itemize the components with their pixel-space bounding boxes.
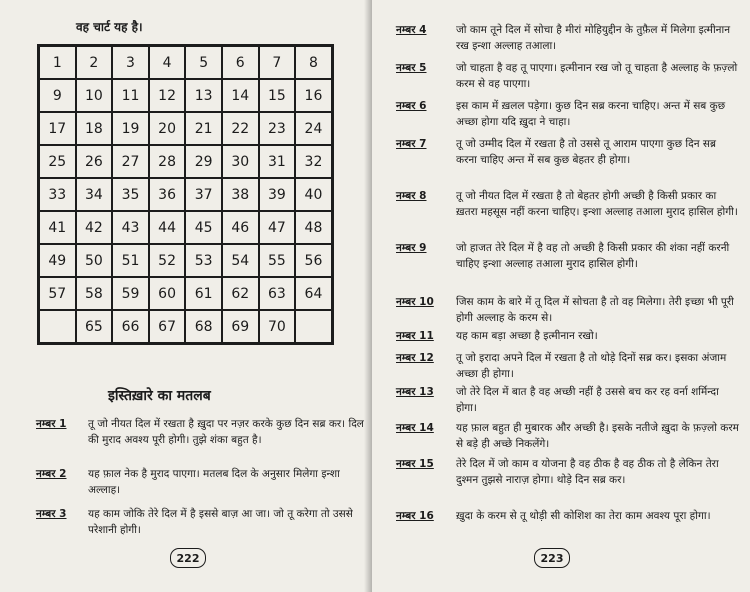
section-heading: इस्तिख़ारे का मतलब	[108, 388, 211, 404]
grid-cell: 15	[259, 79, 296, 112]
grid-cell: 24	[295, 112, 332, 145]
grid-cell: 4	[149, 46, 186, 79]
grid-cell: 40	[295, 178, 332, 211]
grid-cell: 48	[295, 211, 332, 244]
grid-cell: 2	[76, 46, 113, 79]
grid-cell: 18	[76, 112, 113, 145]
grid-cell: 41	[39, 211, 76, 244]
grid-cell: 69	[222, 310, 259, 343]
entry-label: नम्बर 9	[396, 242, 427, 254]
grid-cell: 12	[149, 79, 186, 112]
entry-label: नम्बर 15	[396, 458, 434, 470]
grid-cell: 7	[259, 46, 296, 79]
grid-cell: 66	[112, 310, 149, 343]
grid-cell: 49	[39, 244, 76, 277]
entry-text: जो काम तूने दिल में सोचा है मीरां मोहियुद्दीन के तुफ़ैल में मिलेगा इत्मीनान रख इन्शा अल्लाह तआला।	[456, 24, 731, 52]
entry-text: तू जो उम्मीद दिल में रखता है तो उससे तू आराम पाएगा कुछ दिन सब्र करना चाहिए अन्त में सब कुछ बेहतर ही होगा।	[456, 138, 716, 166]
grid-cell: 9	[39, 79, 76, 112]
entry-label: नम्बर 13	[396, 386, 434, 398]
grid-cell: 42	[76, 211, 113, 244]
grid-cell: 38	[222, 178, 259, 211]
grid-cell: 46	[222, 211, 259, 244]
entry-label: नम्बर 7	[396, 138, 427, 150]
grid-cell: 32	[295, 145, 332, 178]
right-page	[372, 0, 750, 592]
grid-cell: 67	[149, 310, 186, 343]
grid-cell: 43	[112, 211, 149, 244]
entry-text: ख़ुदा के करम से तू थोड़ी सी कोशिश का तेरा काम अवश्य पूरा होगा।	[456, 510, 711, 522]
entry-text: तू जो इरादा अपने दिल में रखता है तो थोड़े दिनों सब्र कर। इसका अंजाम अच्छा ही होगा।	[456, 352, 727, 380]
grid-cell: 25	[39, 145, 76, 178]
grid-cell: 17	[39, 112, 76, 145]
grid-cell: 60	[149, 277, 186, 310]
number-chart-grid	[37, 44, 334, 345]
grid-cell	[295, 310, 332, 343]
page-number: 223	[534, 548, 570, 568]
entry-text: यह काम बड़ा अच्छा है इत्मीनान रखो।	[456, 330, 598, 342]
grid-cell: 30	[222, 145, 259, 178]
grid-cell: 13	[185, 79, 222, 112]
grid-cell: 29	[185, 145, 222, 178]
grid-cell: 57	[39, 277, 76, 310]
entry-text: यह काम जोकि तेरे दिल में है इससे बाज़ आ जा। जो तू करेगा तो उससे परेशानी होगी।	[88, 508, 353, 536]
grid-cell: 62	[222, 277, 259, 310]
grid-cell: 37	[185, 178, 222, 211]
entry-label: नम्बर 1	[36, 418, 67, 430]
grid-cell: 8	[295, 46, 332, 79]
entry-text: यह फ़ाल बहुत ही मुबारक और अच्छी है। इसके नतीजे ख़ुदा के फ़ज़्लो करम से बड़े ही अच्छे निकलेंगे।	[456, 422, 739, 450]
grid-cell: 27	[112, 145, 149, 178]
grid-cell: 56	[295, 244, 332, 277]
chart-caption: वह चार्ट यह है।	[76, 20, 143, 34]
grid-cell: 5	[185, 46, 222, 79]
grid-cell: 61	[185, 277, 222, 310]
grid-cell: 50	[76, 244, 113, 277]
grid-cell	[39, 310, 76, 343]
grid-cell: 31	[259, 145, 296, 178]
grid-cell: 58	[76, 277, 113, 310]
grid-cell: 10	[76, 79, 113, 112]
grid-cell: 23	[259, 112, 296, 145]
grid-cell: 21	[185, 112, 222, 145]
entry-text: जिस काम के बारे में तू दिल में सोचता है तो वह मिलेगा। तेरी इच्छा भी पूरी होगी अल्लाह के करम से।	[456, 296, 734, 324]
grid-cell: 68	[185, 310, 222, 343]
grid-cell: 20	[149, 112, 186, 145]
grid-cell: 6	[222, 46, 259, 79]
entry-label: नम्बर 14	[396, 422, 434, 434]
entry-text: तू जो नीयत दिल में रखता है ख़ुदा पर नज़र करके कुछ दिन सब्र कर। दिल की मुराद अवश्य पूरी होगी। तुझे शंका बहुत है।	[88, 418, 364, 446]
grid-cell: 16	[295, 79, 332, 112]
entry-label: नम्बर 8	[396, 190, 427, 202]
entry-label: नम्बर 5	[396, 62, 427, 74]
grid-cell: 28	[149, 145, 186, 178]
grid-cell: 22	[222, 112, 259, 145]
grid-cell: 65	[76, 310, 113, 343]
grid-cell: 64	[295, 277, 332, 310]
entry-text: जो तेरे दिल में बात है वह अच्छी नहीं है उससे बच कर रह वर्ना शर्मिन्दा होगा।	[456, 386, 719, 414]
entry-label: नम्बर 4	[396, 24, 427, 36]
grid-cell: 45	[185, 211, 222, 244]
page-number: 222	[170, 548, 206, 568]
entry-label: नम्बर 16	[396, 510, 434, 522]
grid-cell: 1	[39, 46, 76, 79]
grid-cell: 36	[149, 178, 186, 211]
entry-label: नम्बर 12	[396, 352, 434, 364]
entry-text: जो हाजत तेरे दिल में है वह तो अच्छी है किसी प्रकार की शंका नहीं करनी चाहिए इन्शा अल्लाह तआला मुराद हासिल होगी।	[456, 242, 730, 270]
entry-label: नम्बर 11	[396, 330, 434, 342]
grid-cell: 33	[39, 178, 76, 211]
grid-cell: 26	[76, 145, 113, 178]
grid-cell: 47	[259, 211, 296, 244]
grid-cell: 3	[112, 46, 149, 79]
grid-cell: 53	[185, 244, 222, 277]
entry-text: यह फ़ाल नेक है मुराद पाएगा। मतलब दिल के अनुसार मिलेगा इन्शा अल्लाह।	[88, 468, 340, 496]
entry-label: नम्बर 10	[396, 296, 434, 308]
grid-cell: 39	[259, 178, 296, 211]
grid-cell: 14	[222, 79, 259, 112]
entry-text: इस काम में ख़लल पड़ेगा। कुछ दिन सब्र करना चाहिए। अन्त में सब कुछ अच्छा होगा यदि ख़ुदा ने चाहा।	[456, 100, 726, 128]
grid-cell: 19	[112, 112, 149, 145]
grid-cell: 52	[149, 244, 186, 277]
grid-cell: 35	[112, 178, 149, 211]
grid-cell: 55	[259, 244, 296, 277]
grid-cell: 70	[259, 310, 296, 343]
grid-cell: 54	[222, 244, 259, 277]
entry-label: नम्बर 3	[36, 508, 67, 520]
grid-cell: 51	[112, 244, 149, 277]
entry-text: तेरे दिल में जो काम व योजना है वह ठीक है वह ठीक तो है लेकिन तेरा दुश्मन तुझसे नाराज़ होगा। थोड़े दिन सब्र कर।	[456, 458, 719, 486]
grid-cell: 59	[112, 277, 149, 310]
entry-label: नम्बर 6	[396, 100, 427, 112]
entry-label: नम्बर 2	[36, 468, 67, 480]
grid-cell: 44	[149, 211, 186, 244]
grid-cell: 63	[259, 277, 296, 310]
grid-cell: 34	[76, 178, 113, 211]
entry-text: तू जो नीयत दिल में रखता है तो बेहतर होगी अच्छी है किसी प्रकार का ख़तरा महसूस नहीं करना चाहिए। इन्शा अल्लाह तआला मुराद हासिल होगी।	[456, 190, 738, 218]
left-page	[0, 0, 372, 592]
entry-text: जो चाहता है वह तू पाएगा। इत्मीनान रख जो तू चाहता है अल्लाह के फ़ज़्लो करम से वह पाएगा।	[456, 62, 738, 90]
grid-cell: 11	[112, 79, 149, 112]
